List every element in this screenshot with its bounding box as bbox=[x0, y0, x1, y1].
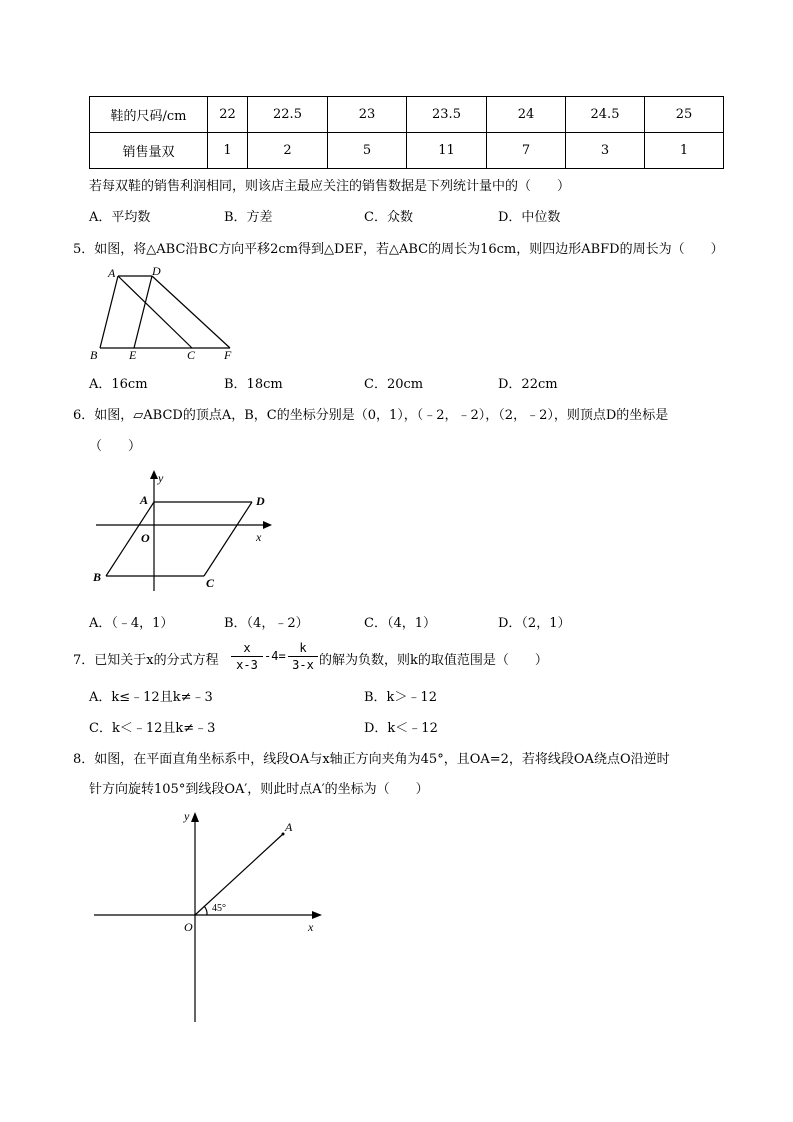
table-row-label: 鞋的尺码/cm bbox=[90, 97, 208, 133]
table-cell: 1 bbox=[208, 133, 248, 169]
q7-fraction-2 bbox=[288, 641, 318, 672]
q6-option-c: C．（4，1） bbox=[364, 616, 436, 631]
q6-option-d: D．（2，1） bbox=[498, 616, 571, 631]
q7-option-c: C．k＜﹣12且k≠﹣3 bbox=[89, 721, 216, 736]
q7-option-d: D．k＜﹣12 bbox=[364, 721, 438, 736]
label-a: A bbox=[140, 493, 149, 507]
label-d: D bbox=[152, 264, 161, 278]
q8-stem-line1: 8．如图，在平面直角坐标系中，线段OA与x轴正方向夹角为45°，且OA=2，若将线段OA绕点O沿逆时 bbox=[73, 752, 670, 767]
table-cell: 2 bbox=[248, 133, 328, 169]
q5-option-c: C．20cm bbox=[364, 377, 424, 392]
q4-option-b: B．方差 bbox=[224, 210, 273, 225]
q5-stem: 5．如图，将△ABC沿BC方向平移2cm得到△DEF，若△ABC的周长为16cm，则四边形ABFD的周长为（ ） bbox=[73, 242, 724, 257]
angle-label: 45° bbox=[212, 903, 226, 914]
q7-stem-pre: 7．已知关于x的分式方程 bbox=[73, 653, 219, 668]
table-cell: 5 bbox=[328, 133, 407, 169]
label-a: A bbox=[285, 820, 293, 834]
fraction-numerator: x bbox=[243, 641, 251, 655]
label-a: A bbox=[108, 266, 116, 280]
q6-stem-paren: （ ） bbox=[89, 439, 142, 454]
label-b: B bbox=[90, 348, 98, 362]
q5-option-b: B．18cm bbox=[224, 377, 283, 392]
q6-figure bbox=[86, 466, 282, 596]
axis-label-y: y bbox=[184, 809, 190, 823]
axis-label-x: x bbox=[256, 530, 262, 544]
table-cell: 23 bbox=[328, 97, 407, 133]
label-f: F bbox=[224, 348, 232, 362]
table-cell: 24.5 bbox=[566, 97, 645, 133]
table-cell: 1 bbox=[645, 133, 724, 169]
q6-option-a: A．（﹣4，1） bbox=[89, 616, 174, 631]
label-c: C bbox=[187, 348, 196, 362]
table-cell: 3 bbox=[566, 133, 645, 169]
axis-label-x: x bbox=[308, 920, 314, 934]
q5-figure bbox=[84, 262, 244, 364]
q4-option-d: D．中位数 bbox=[498, 210, 561, 225]
q7-equation-mid: -4= bbox=[264, 649, 286, 663]
fraction-numerator: k bbox=[299, 641, 307, 655]
table-cell: 22 bbox=[208, 97, 248, 133]
table-row-label: 销售量双 bbox=[90, 133, 208, 169]
q5-option-a: A．16cm bbox=[89, 377, 148, 392]
fraction-denominator: 3-x bbox=[292, 658, 314, 672]
axis-label-y: y bbox=[158, 471, 164, 485]
table-cell: 23.5 bbox=[407, 97, 487, 133]
q4-option-a: A．平均数 bbox=[89, 210, 151, 225]
q5-option-d: D．22cm bbox=[498, 377, 558, 392]
table-cell: 22.5 bbox=[248, 97, 328, 133]
table-cell: 24 bbox=[487, 97, 566, 133]
table-row-sizes bbox=[90, 97, 724, 133]
q7-option-b: B．k＞﹣12 bbox=[364, 690, 437, 705]
q7-stem-post: 的解为负数，则k的取值范围是（ ） bbox=[319, 653, 548, 668]
label-e: E bbox=[129, 348, 137, 362]
table-cell: 25 bbox=[645, 97, 724, 133]
table-cell: 7 bbox=[487, 133, 566, 169]
q7-option-a: A．k≤﹣12且k≠﹣3 bbox=[89, 690, 213, 705]
q4-option-c: C．众数 bbox=[364, 210, 413, 225]
shoe-size-table bbox=[89, 96, 724, 169]
q7-fraction-1 bbox=[231, 641, 263, 672]
q4-stem: 若每双鞋的销售利润相同，则该店主最应关注的销售数据是下列统计量中的（ ） bbox=[89, 179, 571, 194]
table-cell: 11 bbox=[407, 133, 487, 169]
q6-option-b: B．（4，﹣2） bbox=[224, 616, 309, 631]
label-o: O bbox=[141, 531, 150, 545]
q6-stem: 6．如图，▱ABCD的顶点A，B，C的坐标分别是（0，1），（﹣2，﹣2），（2，﹣2），则顶点D的坐标是 bbox=[73, 408, 669, 423]
label-d: D bbox=[256, 494, 265, 508]
q8-figure bbox=[90, 806, 330, 1026]
q8-stem-line2: 针方向旋转105°到线段OA′，则此时点A′的坐标为（ ） bbox=[89, 782, 429, 797]
label-o: O bbox=[184, 920, 193, 934]
label-b: B bbox=[93, 570, 102, 584]
label-c: C bbox=[206, 576, 215, 590]
table-row-sales bbox=[90, 133, 724, 169]
fraction-denominator: x-3 bbox=[236, 658, 258, 672]
